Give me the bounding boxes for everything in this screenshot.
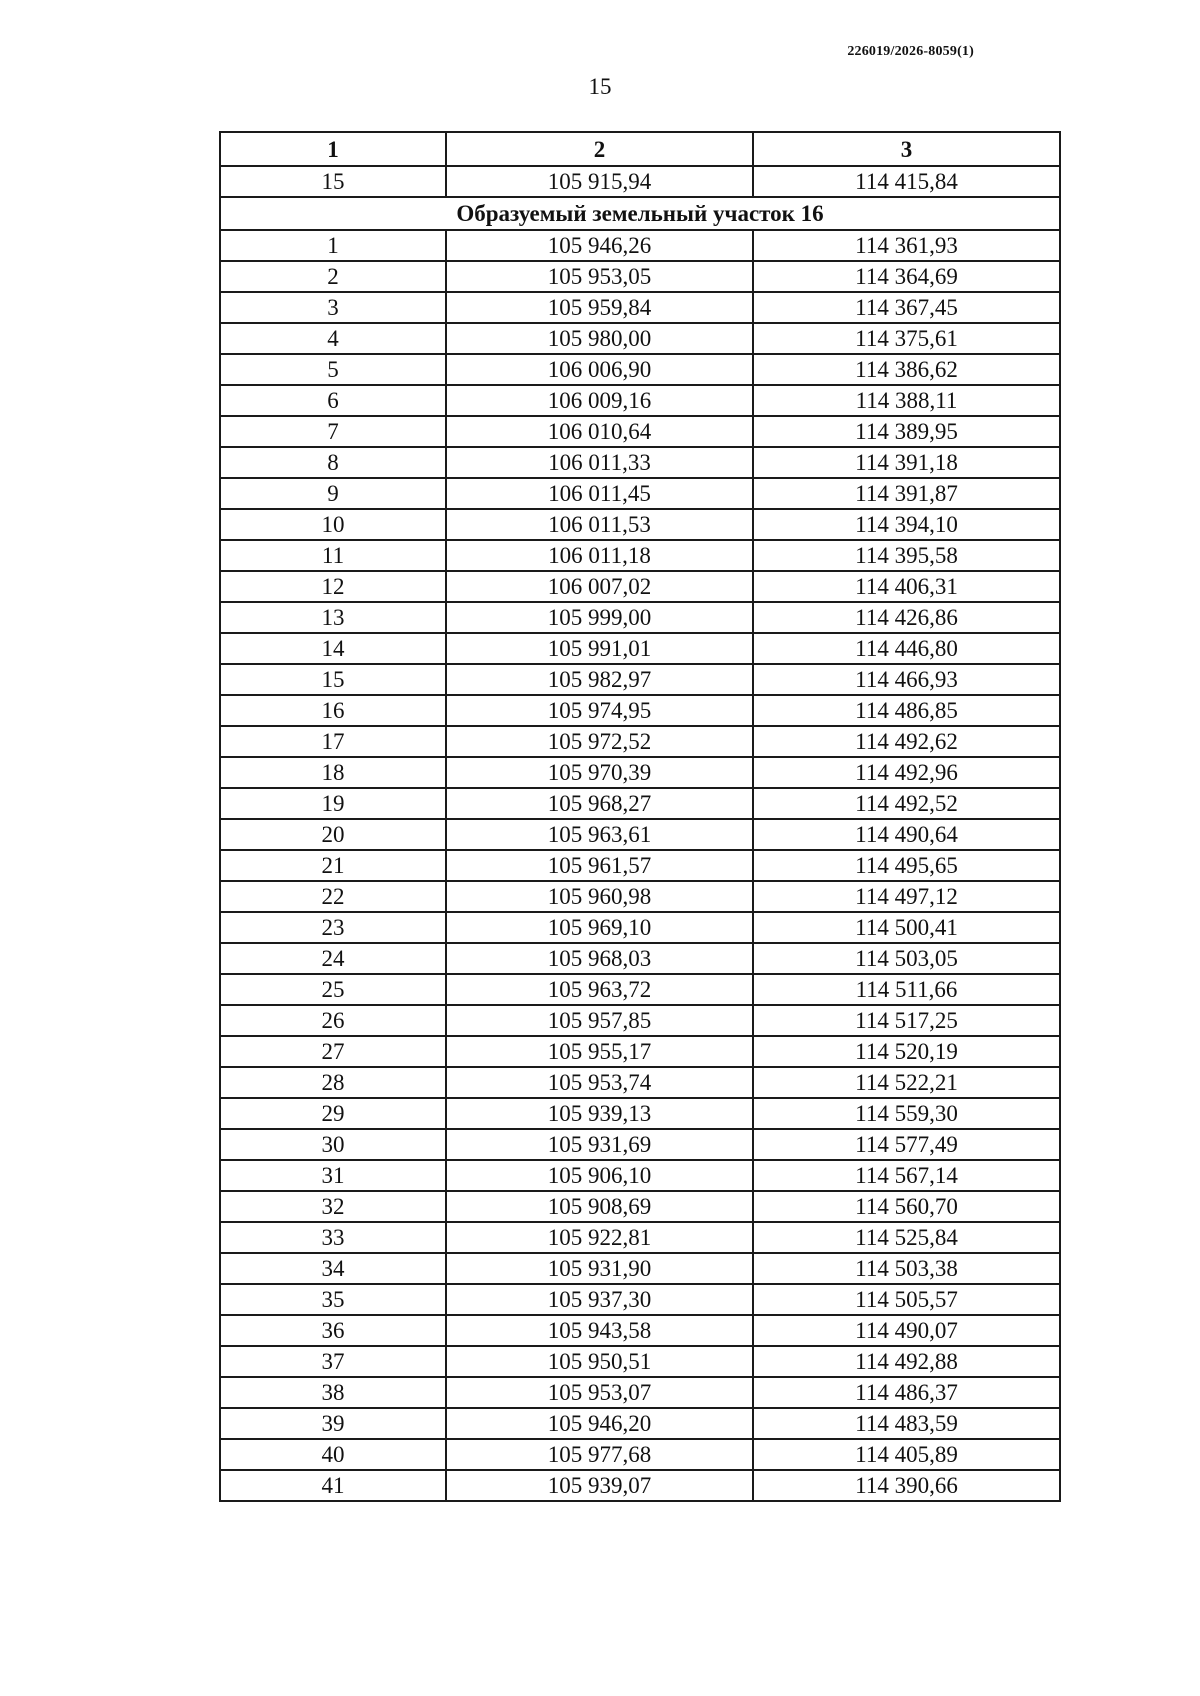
- point-number-cell: 15: [220, 664, 446, 695]
- column-header: 2: [446, 132, 753, 166]
- table-row: [220, 943, 1060, 974]
- x-coordinate-cell: 105 961,57: [446, 850, 753, 881]
- x-coordinate-cell: 105 974,95: [446, 695, 753, 726]
- y-coordinate-cell: 114 490,64: [753, 819, 1060, 850]
- y-coordinate-cell: 114 486,85: [753, 695, 1060, 726]
- x-coordinate-cell: 105 959,84: [446, 292, 753, 323]
- table-row: [220, 166, 1060, 197]
- y-coordinate-cell: 114 388,11: [753, 385, 1060, 416]
- table-row: [220, 509, 1060, 540]
- point-number-cell: 7: [220, 416, 446, 447]
- table-row: [220, 850, 1060, 881]
- y-coordinate-cell: 114 525,84: [753, 1222, 1060, 1253]
- table-row: [220, 354, 1060, 385]
- x-coordinate-cell: 106 011,45: [446, 478, 753, 509]
- x-coordinate-cell: 106 011,53: [446, 509, 753, 540]
- point-number-cell: 16: [220, 695, 446, 726]
- x-coordinate-cell: 105 946,26: [446, 230, 753, 261]
- table-row: [220, 571, 1060, 602]
- column-header: 1: [220, 132, 446, 166]
- x-coordinate-cell: 106 011,33: [446, 447, 753, 478]
- y-coordinate-cell: 114 389,95: [753, 416, 1060, 447]
- point-number-cell: 6: [220, 385, 446, 416]
- x-coordinate-cell: 105 960,98: [446, 881, 753, 912]
- point-number-cell: 33: [220, 1222, 446, 1253]
- x-coordinate-cell: 105 931,90: [446, 1253, 753, 1284]
- table-row: [220, 447, 1060, 478]
- x-coordinate-cell: 105 970,39: [446, 757, 753, 788]
- x-coordinate-cell: 105 922,81: [446, 1222, 753, 1253]
- point-number-cell: 37: [220, 1346, 446, 1377]
- coordinates-table-body: [220, 132, 1060, 1501]
- point-number-cell: 2: [220, 261, 446, 292]
- table-row: [220, 1098, 1060, 1129]
- point-number-cell: 10: [220, 509, 446, 540]
- point-number-cell: 34: [220, 1253, 446, 1284]
- x-coordinate-cell: 105 943,58: [446, 1315, 753, 1346]
- table-row: [220, 1160, 1060, 1191]
- table-row: [220, 1191, 1060, 1222]
- table-header-row: [220, 132, 1060, 166]
- table-row: [220, 695, 1060, 726]
- point-number-cell: 17: [220, 726, 446, 757]
- point-number-cell: 4: [220, 323, 446, 354]
- y-coordinate-cell: 114 511,66: [753, 974, 1060, 1005]
- point-number-cell: 8: [220, 447, 446, 478]
- y-coordinate-cell: 114 495,65: [753, 850, 1060, 881]
- x-coordinate-cell: 105 931,69: [446, 1129, 753, 1160]
- table-row: [220, 602, 1060, 633]
- table-row: [220, 633, 1060, 664]
- x-coordinate-cell: 105 991,01: [446, 633, 753, 664]
- y-coordinate-cell: 114 483,59: [753, 1408, 1060, 1439]
- point-number-cell: 20: [220, 819, 446, 850]
- y-coordinate-cell: 114 391,18: [753, 447, 1060, 478]
- y-coordinate-cell: 114 415,84: [753, 166, 1060, 197]
- y-coordinate-cell: 114 492,52: [753, 788, 1060, 819]
- page-number: 15: [588, 74, 612, 99]
- y-coordinate-cell: 114 503,38: [753, 1253, 1060, 1284]
- table-row: [220, 881, 1060, 912]
- y-coordinate-cell: 114 520,19: [753, 1036, 1060, 1067]
- y-coordinate-cell: 114 560,70: [753, 1191, 1060, 1222]
- y-coordinate-cell: 114 406,31: [753, 571, 1060, 602]
- point-number-cell: 27: [220, 1036, 446, 1067]
- x-coordinate-cell: 105 950,51: [446, 1346, 753, 1377]
- y-coordinate-cell: 114 559,30: [753, 1098, 1060, 1129]
- point-number-cell: 31: [220, 1160, 446, 1191]
- table-row: [220, 1036, 1060, 1067]
- table-row: [220, 664, 1060, 695]
- point-number-cell: 26: [220, 1005, 446, 1036]
- point-number-cell: 13: [220, 602, 446, 633]
- y-coordinate-cell: 114 391,87: [753, 478, 1060, 509]
- table-row: [220, 323, 1060, 354]
- section-title-row: [220, 197, 1060, 230]
- table-row: [220, 261, 1060, 292]
- point-number-cell: 28: [220, 1067, 446, 1098]
- table-row: [220, 416, 1060, 447]
- table-row: [220, 1067, 1060, 1098]
- y-coordinate-cell: 114 386,62: [753, 354, 1060, 385]
- x-coordinate-cell: 105 939,13: [446, 1098, 753, 1129]
- point-number-cell: 3: [220, 292, 446, 323]
- y-coordinate-cell: 114 395,58: [753, 540, 1060, 571]
- point-number-cell: 39: [220, 1408, 446, 1439]
- table-row: [220, 478, 1060, 509]
- y-coordinate-cell: 114 446,80: [753, 633, 1060, 664]
- x-coordinate-cell: 106 010,64: [446, 416, 753, 447]
- y-coordinate-cell: 114 426,86: [753, 602, 1060, 633]
- point-number-cell: 12: [220, 571, 446, 602]
- x-coordinate-cell: 105 963,61: [446, 819, 753, 850]
- x-coordinate-cell: 105 999,00: [446, 602, 753, 633]
- y-coordinate-cell: 114 390,66: [753, 1470, 1060, 1501]
- y-coordinate-cell: 114 367,45: [753, 292, 1060, 323]
- x-coordinate-cell: 105 955,17: [446, 1036, 753, 1067]
- point-number-cell: 1: [220, 230, 446, 261]
- point-number-cell: 40: [220, 1439, 446, 1470]
- table-row: [220, 1439, 1060, 1470]
- y-coordinate-cell: 114 497,12: [753, 881, 1060, 912]
- y-coordinate-cell: 114 503,05: [753, 943, 1060, 974]
- y-coordinate-cell: 114 486,37: [753, 1377, 1060, 1408]
- x-coordinate-cell: 105 963,72: [446, 974, 753, 1005]
- x-coordinate-cell: 105 946,20: [446, 1408, 753, 1439]
- x-coordinate-cell: 105 972,52: [446, 726, 753, 757]
- section-title: Образуемый земельный участок 16: [220, 197, 1060, 230]
- point-number-cell: 25: [220, 974, 446, 1005]
- point-number-cell: 18: [220, 757, 446, 788]
- y-coordinate-cell: 114 517,25: [753, 1005, 1060, 1036]
- column-header: 3: [753, 132, 1060, 166]
- x-coordinate-cell: 105 906,10: [446, 1160, 753, 1191]
- x-coordinate-cell: 105 937,30: [446, 1284, 753, 1315]
- point-number-cell: 14: [220, 633, 446, 664]
- table-row: [220, 1346, 1060, 1377]
- table-row: [220, 1005, 1060, 1036]
- x-coordinate-cell: 105 957,85: [446, 1005, 753, 1036]
- table-row: [220, 757, 1060, 788]
- x-coordinate-cell: 106 011,18: [446, 540, 753, 571]
- point-number-cell: 32: [220, 1191, 446, 1222]
- x-coordinate-cell: 106 009,16: [446, 385, 753, 416]
- point-number-cell: 11: [220, 540, 446, 571]
- y-coordinate-cell: 114 500,41: [753, 912, 1060, 943]
- y-coordinate-cell: 114 375,61: [753, 323, 1060, 354]
- x-coordinate-cell: 105 953,05: [446, 261, 753, 292]
- table-row: [220, 1129, 1060, 1160]
- x-coordinate-cell: 105 968,03: [446, 943, 753, 974]
- x-coordinate-cell: 105 908,69: [446, 1191, 753, 1222]
- point-number-cell: 9: [220, 478, 446, 509]
- table-row: [220, 1377, 1060, 1408]
- x-coordinate-cell: 105 980,00: [446, 323, 753, 354]
- y-coordinate-cell: 114 577,49: [753, 1129, 1060, 1160]
- table-row: [220, 819, 1060, 850]
- table-row: [220, 726, 1060, 757]
- table-row: [220, 974, 1060, 1005]
- point-number-cell: 35: [220, 1284, 446, 1315]
- point-number-cell: 38: [220, 1377, 446, 1408]
- y-coordinate-cell: 114 490,07: [753, 1315, 1060, 1346]
- y-coordinate-cell: 114 361,93: [753, 230, 1060, 261]
- point-number-cell: 23: [220, 912, 446, 943]
- point-number-cell: 41: [220, 1470, 446, 1501]
- table-row: [220, 1408, 1060, 1439]
- y-coordinate-cell: 114 394,10: [753, 509, 1060, 540]
- table-row: [220, 540, 1060, 571]
- point-number-cell: 36: [220, 1315, 446, 1346]
- y-coordinate-cell: 114 492,96: [753, 757, 1060, 788]
- y-coordinate-cell: 114 405,89: [753, 1439, 1060, 1470]
- y-coordinate-cell: 114 505,57: [753, 1284, 1060, 1315]
- x-coordinate-cell: 106 006,90: [446, 354, 753, 385]
- point-number-cell: 5: [220, 354, 446, 385]
- document-id: 226019/2026-8059(1): [847, 44, 974, 59]
- table-row: [220, 230, 1060, 261]
- x-coordinate-cell: 105 982,97: [446, 664, 753, 695]
- point-number-cell: 22: [220, 881, 446, 912]
- table-row: [220, 385, 1060, 416]
- point-number-cell: 24: [220, 943, 446, 974]
- point-number-cell: 15: [220, 166, 446, 197]
- y-coordinate-cell: 114 492,62: [753, 726, 1060, 757]
- x-coordinate-cell: 105 915,94: [446, 166, 753, 197]
- table-row: [220, 1470, 1060, 1501]
- y-coordinate-cell: 114 492,88: [753, 1346, 1060, 1377]
- x-coordinate-cell: 106 007,02: [446, 571, 753, 602]
- table-row: [220, 788, 1060, 819]
- table-row: [220, 292, 1060, 323]
- x-coordinate-cell: 105 939,07: [446, 1470, 753, 1501]
- coordinates-table: [219, 131, 1061, 1502]
- x-coordinate-cell: 105 953,74: [446, 1067, 753, 1098]
- table-row: [220, 1253, 1060, 1284]
- y-coordinate-cell: 114 522,21: [753, 1067, 1060, 1098]
- x-coordinate-cell: 105 977,68: [446, 1439, 753, 1470]
- x-coordinate-cell: 105 953,07: [446, 1377, 753, 1408]
- y-coordinate-cell: 114 364,69: [753, 261, 1060, 292]
- point-number-cell: 21: [220, 850, 446, 881]
- point-number-cell: 30: [220, 1129, 446, 1160]
- table-row: [220, 1222, 1060, 1253]
- point-number-cell: 19: [220, 788, 446, 819]
- y-coordinate-cell: 114 466,93: [753, 664, 1060, 695]
- y-coordinate-cell: 114 567,14: [753, 1160, 1060, 1191]
- table-row: [220, 1315, 1060, 1346]
- table-row: [220, 912, 1060, 943]
- x-coordinate-cell: 105 969,10: [446, 912, 753, 943]
- table-row: [220, 1284, 1060, 1315]
- point-number-cell: 29: [220, 1098, 446, 1129]
- x-coordinate-cell: 105 968,27: [446, 788, 753, 819]
